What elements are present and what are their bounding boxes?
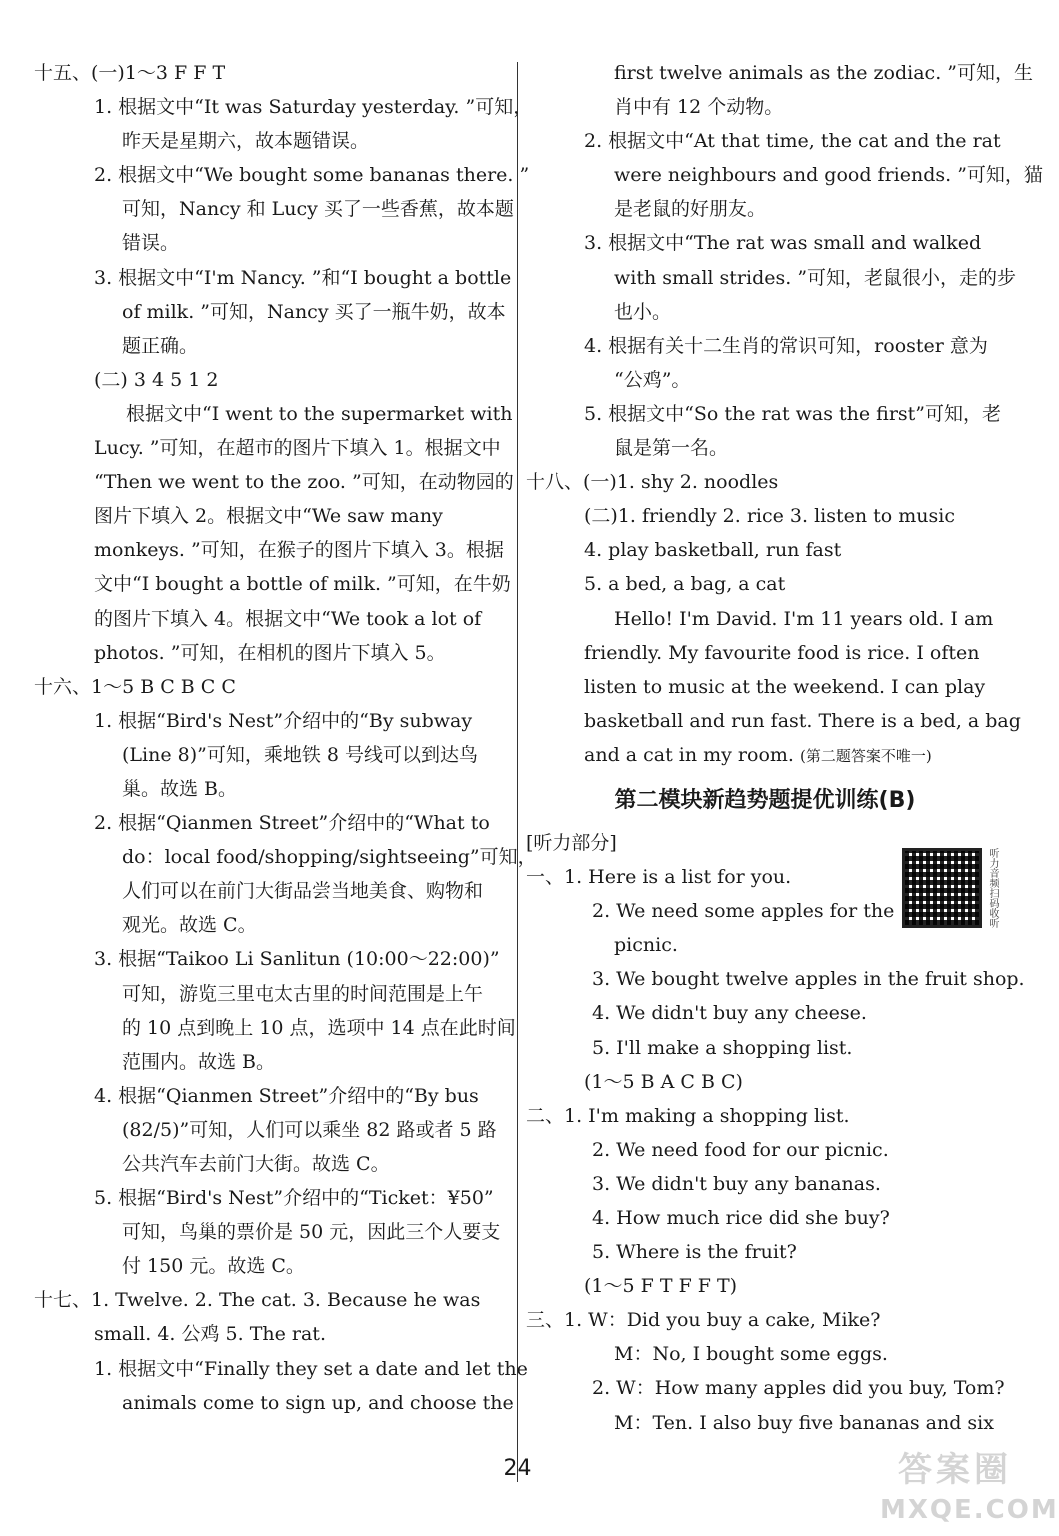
- text-line: 4. We didn't buy any cheese.: [592, 1002, 867, 1025]
- text-line: 鼠是第一名。: [614, 437, 729, 460]
- text-line: 5. 根据文中“So the rat was the first”可知，老: [584, 402, 1002, 425]
- text-line: 1. 根据文中“It was Saturday yesterday. ”可知，: [94, 96, 533, 119]
- text-line: 三、1. W：Did you buy a cake, Mike?: [526, 1309, 881, 1332]
- text-line: 2. We need food for our picnic.: [592, 1138, 889, 1161]
- text-line: 2. W：How many apples did you buy, Tom?: [592, 1377, 1005, 1400]
- page-number: 24: [503, 1456, 532, 1481]
- text-line: 一、1. Here is a list for you.: [526, 866, 792, 889]
- text-line: small. 4. 公鸡 5. The rat.: [94, 1323, 326, 1346]
- text-line: of milk. ”可知，Nancy 买了一瓶牛奶，故本: [122, 300, 506, 323]
- text-line: 5. Where is the fruit?: [592, 1241, 797, 1264]
- text-line: 4. 根据有关十二生肖的常识可知，rooster 意为: [584, 334, 988, 357]
- right-column: [526, 56, 1043, 1440]
- text-line: M：Ten. I also buy five bananas and six: [614, 1411, 994, 1434]
- text-line: Lucy. ”可知，在超市的图片下填入 1。根据文中: [94, 437, 501, 460]
- text-line: 题正确。: [122, 334, 199, 357]
- text-line: 3. 根据“Taikoo Li Sanlitun (10:00～22:00)”: [94, 948, 500, 971]
- text-line: listen to music at the weekend. I can play: [584, 675, 986, 698]
- text-line: M：No, I bought some eggs.: [614, 1343, 888, 1366]
- watermark-bottom: MXQE.COM: [880, 1495, 1059, 1525]
- text-line: 十七、1. Twelve. 2. The cat. 3. Because he was: [34, 1289, 481, 1312]
- text-line: 十五、(一)1～3 F F T: [34, 62, 226, 84]
- text-line: 1. 根据文中“Finally they set a date and let the: [94, 1357, 528, 1380]
- qr-label: 听力音频扫码收听: [987, 848, 998, 928]
- text-line: animals come to sign up, and choose the: [122, 1391, 514, 1414]
- text-line: 4. play basketball, run fast: [584, 539, 842, 562]
- section-heading: 第二模块新趋势题提优训练(B): [614, 787, 916, 813]
- text-line: (Line 8)”可知，乘地铁 8 号线可以到达鸟: [122, 743, 479, 766]
- text-line: 付 150 元。故选 C。: [122, 1255, 305, 1278]
- text-line: 可知，鸟巢的票价是 50 元，因此三个人要支: [122, 1221, 501, 1244]
- text-line: 二、1. I'm making a shopping list.: [526, 1104, 850, 1127]
- text-line: 肖中有 12 个动物。: [614, 96, 784, 119]
- text-line: 2. 根据文中“We bought some bananas there. ”: [94, 164, 530, 187]
- text-line: 文中“I bought a bottle of milk. ”可知，在牛奶: [94, 573, 511, 596]
- text-line: 2. 根据文中“At that time, the cat and the rat: [584, 130, 1001, 153]
- text-line: picnic.: [614, 934, 678, 957]
- text-line: first twelve animals as the zodiac. ”可知，生: [614, 62, 1033, 84]
- text-line: [听力部分]: [526, 831, 617, 854]
- text-line: 昨天是星期六，故本题错误。: [122, 130, 370, 153]
- text-line: 2. 根据“Qianmen Street”介绍中的“What to: [94, 812, 490, 835]
- text-line: 2. We need some apples for the: [592, 900, 895, 923]
- text-line: 观光。故选 C。: [122, 914, 257, 937]
- text-line: 1. 根据“Bird's Nest”介绍中的“By subway: [94, 709, 473, 732]
- text-line: photos. ”可知，在相机的图片下填入 5。: [94, 641, 446, 664]
- text-line: monkeys. ”可知，在猴子的图片下填入 3。根据: [94, 539, 504, 562]
- note-line-text: and a cat in my room.: [584, 743, 794, 766]
- text-line: (1～5 B A C B C): [584, 1070, 743, 1093]
- text-line: 十六、1～5 B C B C C: [34, 675, 236, 698]
- qr-code[interactable]: [902, 848, 982, 928]
- text-line: 4. 根据“Qianmen Street”介绍中的“By bus: [94, 1084, 479, 1107]
- text-line: do：local food/shopping/sightseeing”可知，: [122, 846, 537, 869]
- text-line: Hello! I'm David. I'm 11 years old. I am: [614, 607, 994, 630]
- text-line: 3. We didn't buy any bananas.: [592, 1172, 881, 1195]
- column-divider: [517, 62, 518, 1482]
- text-line: 可知，游览三里屯太古里的时间范围是上午: [122, 982, 484, 1005]
- text-line: (二)1. friendly 2. rice 3. listen to music: [584, 505, 955, 528]
- text-line: 也小。: [614, 300, 672, 323]
- text-line: “公鸡”。: [614, 368, 691, 391]
- left-column: [34, 56, 537, 1420]
- text-line: 巢。故选 B。: [122, 777, 238, 800]
- text-line: with small strides. ”可知，老鼠很小，走的步: [614, 266, 1017, 289]
- text-line: 4. How much rice did she buy?: [592, 1207, 890, 1229]
- text-line: 是老鼠的好朋友。: [614, 198, 767, 221]
- text-line: (二) 3 4 5 1 2: [94, 368, 219, 391]
- watermark-logo: [880, 1450, 1059, 1530]
- text-line: 根据文中“I went to the supermarket with: [126, 402, 513, 425]
- text-line: 3. We bought twelve apples in the fruit shop.: [592, 968, 1025, 991]
- text-line: 人们可以在前门大街品尝当地美食、购物和: [122, 880, 484, 903]
- text-line: 十八、(一)1. shy 2. noodles: [526, 471, 779, 494]
- text-line: [526, 738, 1004, 772]
- text-line: 5. 根据“Bird's Nest”介绍中的“Ticket：¥50”: [94, 1187, 494, 1210]
- text-line: “Then we went to the zoo. ”可知，在动物园的: [94, 471, 514, 494]
- text-line: 图片下填入 2。根据文中“We saw many: [94, 505, 443, 528]
- text-line: 3. 根据文中“I'm Nancy. ”和“I bought a bottle: [94, 266, 512, 289]
- text-line: 范围内。故选 B。: [122, 1050, 276, 1073]
- text-line: 错误。: [122, 232, 180, 255]
- answer-note: (第二题答案不唯一): [799, 746, 932, 765]
- text-line: 的 10 点到晚上 10 点，选项中 14 点在此时间: [122, 1016, 516, 1039]
- text-line: 的图片下填入 4。根据文中“We took a lot of: [94, 607, 482, 630]
- text-line: 5. a bed, a bag, a cat: [584, 573, 786, 596]
- text-line: were neighbours and good friends. ”可知，猫: [614, 164, 1043, 187]
- text-line: 3. 根据文中“The rat was small and walked: [584, 232, 982, 255]
- text-line: friendly. My favourite food is rice. I often: [584, 641, 980, 664]
- right-top-block: [526, 56, 1043, 738]
- text-line: (1～5 F T F F T): [584, 1275, 738, 1298]
- text-line: 可知，Nancy 和 Lucy 买了一些香蕉，故本题: [122, 198, 514, 221]
- text-line: (82/5)”可知，人们可以乘坐 82 路或者 5 路: [122, 1118, 497, 1141]
- watermark-top: 答案圈: [898, 1450, 1012, 1490]
- text-line: 5. I'll make a shopping list.: [592, 1036, 853, 1059]
- text-line: 公共汽车去前门大街。故选 C。: [122, 1153, 390, 1175]
- text-line: basketball and run fast. There is a bed, a bag: [584, 709, 1021, 732]
